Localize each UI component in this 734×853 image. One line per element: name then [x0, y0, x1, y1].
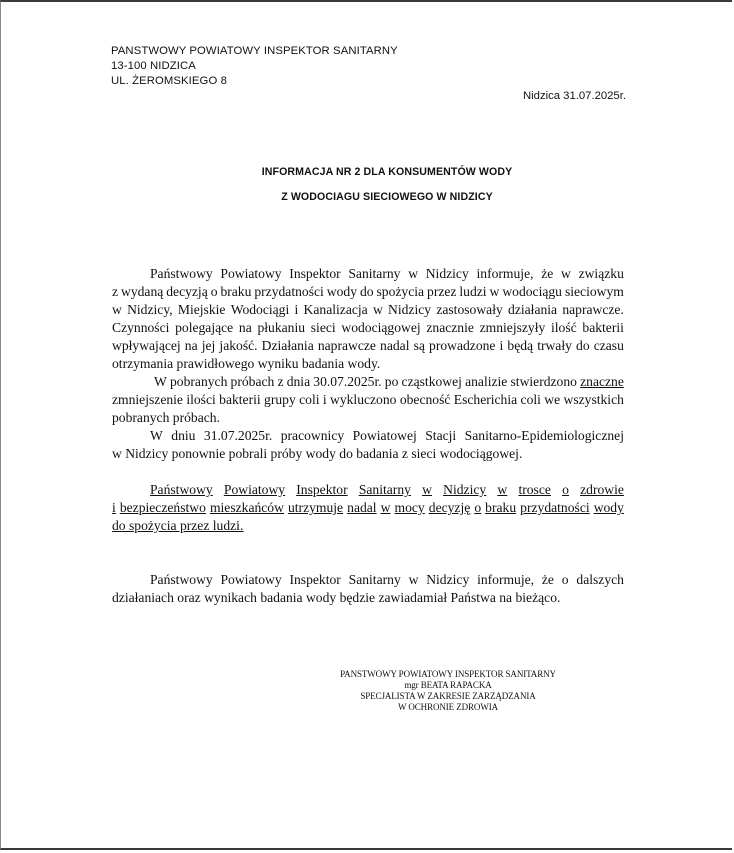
word: Inspektor [296, 482, 348, 497]
word: analizie [465, 374, 508, 389]
word: jej [201, 338, 216, 353]
word: w [561, 266, 571, 281]
word: Miejskie [177, 302, 226, 317]
word: o [562, 482, 569, 497]
word: braku [485, 500, 517, 515]
word: decyzję [428, 500, 471, 515]
word: z [277, 374, 284, 389]
word: trosce [518, 482, 551, 497]
word: Państwowy [150, 482, 213, 497]
word: Inspektor [289, 266, 341, 281]
signature-name: mgr BEATA RAPACKA [404, 680, 492, 690]
document-subtitle: Z WODOCIAGU SIECIOWEGO W NIDZICY [281, 191, 493, 203]
word: i [112, 500, 116, 515]
word: wszystkich [563, 392, 624, 407]
word: wody [593, 500, 624, 515]
word: informuje, [477, 572, 535, 587]
paragraph-3 [112, 427, 624, 463]
word: naprawcze. [562, 302, 624, 317]
word: mieszkańców [209, 500, 284, 515]
word: w [112, 302, 122, 317]
word: będą [507, 338, 534, 353]
word: Powiatowy [223, 482, 286, 497]
word: zmniejszyły [479, 320, 546, 335]
word: wydaną [121, 284, 164, 299]
word: sieci [310, 320, 336, 335]
text-line [112, 337, 624, 355]
word: grupy [264, 392, 296, 407]
word: wykluczono [330, 392, 397, 407]
text-line [112, 355, 624, 373]
text-line [112, 571, 624, 589]
word: dniu [171, 428, 196, 443]
word: znacznie [426, 320, 474, 335]
document-title: INFORMACJA NR 2 DLA KONSUMENTÓW WODY [261, 166, 513, 178]
text-line [112, 301, 624, 319]
word: 31.07.2025r. [203, 428, 273, 443]
word: obecność [399, 392, 451, 407]
word: zdrowie [580, 482, 624, 497]
text-line [112, 409, 624, 427]
word: trwały [537, 338, 572, 353]
sender-postal: 13-100 NIDZICA [111, 60, 196, 72]
word: wody [326, 284, 357, 299]
word: przydatności [254, 284, 324, 299]
word: z [112, 284, 119, 299]
text-line [112, 391, 624, 409]
word: w [372, 302, 383, 317]
word: że [541, 572, 554, 587]
word: czasu [593, 338, 624, 353]
word: w [489, 284, 500, 299]
word: przez [427, 284, 457, 299]
text-line [112, 499, 624, 517]
word: dalszych [576, 572, 624, 587]
word: działania [508, 302, 558, 317]
word: przydatności [520, 500, 590, 515]
word: do [359, 284, 374, 299]
word: i [322, 392, 327, 407]
word: we [544, 392, 561, 407]
word: utrzymuje [287, 500, 344, 515]
text-line [112, 319, 624, 337]
text-line [112, 283, 624, 301]
word: prowadzone [429, 338, 496, 353]
word: Nidzicy [443, 482, 487, 497]
word: o [561, 572, 569, 587]
word: o [474, 500, 482, 515]
word: pobranych próbach. [112, 410, 220, 425]
word: w [422, 482, 432, 497]
word: jakość. [219, 338, 258, 353]
word: Nidzicy, [127, 302, 173, 317]
word: naprawcze [317, 338, 376, 353]
signature-title: PANSTWOWY POWIATOWY INSPEKTOR SANITARNY [340, 669, 556, 679]
word: Państwowy [150, 572, 213, 587]
word: Wodociągi [230, 302, 290, 317]
word: po [384, 374, 399, 389]
word: w [408, 572, 419, 587]
word: mocy [394, 500, 425, 515]
word: w Nidzicy ponownie pobrali próby wody do badania z sieci wodociągowej. [112, 446, 523, 461]
word: Działania [261, 338, 314, 353]
word: pobranych [170, 374, 228, 389]
word: pracownicy [280, 428, 345, 443]
word: otrzymania prawidłowego wyniku badania wody. [112, 356, 381, 371]
word: i [294, 302, 299, 317]
word: Nidzicy [425, 266, 469, 281]
word: braku [220, 284, 252, 299]
word: ilości [186, 392, 216, 407]
word: Państwowy [150, 266, 213, 281]
word: W [150, 428, 163, 443]
word: 30.07.2025r. [313, 374, 382, 389]
word: działaniach oraz wynikach badania wody będzie zawiadamiał Państwa na bieżąco. [112, 590, 561, 605]
word: Sanitarny [348, 266, 401, 281]
word: do [576, 338, 590, 353]
word: polegające [175, 320, 234, 335]
paragraph-1 [112, 265, 624, 373]
paragraph-2 [112, 373, 624, 427]
sender-address [111, 44, 398, 89]
signature-role: SPECJALISTA W ZAKRESIE ZARZĄDZANIA [360, 691, 536, 701]
word: Sanitarno-Epidemiologicznej [464, 428, 624, 443]
word: wodociągowej [341, 320, 421, 335]
text-line [112, 445, 624, 463]
word: Czynności [112, 320, 170, 335]
word: wpływającej [112, 338, 181, 353]
text-line [112, 427, 624, 445]
word: związku [578, 266, 624, 281]
word: Nidzicy [388, 302, 432, 317]
word: spożycia [376, 284, 425, 299]
word: Nidzicy [426, 572, 470, 587]
word: są [413, 338, 425, 353]
word: bakterii [219, 392, 261, 407]
word: cząstkowej [401, 374, 462, 389]
word: Powiatowej [352, 428, 417, 443]
text-line [112, 373, 624, 391]
word: Sanitarny [348, 572, 401, 587]
word: W [154, 374, 167, 389]
word: sieciowym [564, 284, 624, 299]
signature-block [337, 669, 559, 713]
word: Powiatowy [220, 266, 282, 281]
word: i [499, 338, 504, 353]
word: zastosowały [436, 302, 503, 317]
word: zmniejszenie [112, 392, 183, 407]
word: że [541, 266, 554, 281]
paragraph-4 [112, 481, 624, 535]
word: Inspektor [289, 572, 341, 587]
word: na [184, 338, 198, 353]
word: coli [520, 392, 541, 407]
word: decyzją [166, 284, 208, 299]
word: stwierdzono [510, 374, 577, 389]
word: Stacji [425, 428, 457, 443]
word: na [238, 320, 252, 335]
word: Kanalizacja [303, 302, 368, 317]
word: Powiatowy [220, 572, 282, 587]
text-line [112, 589, 624, 607]
word: wodociągu [502, 284, 562, 299]
word: do spożycia przez ludzi. [112, 518, 244, 533]
word: w [408, 266, 419, 281]
sender-street: UL. ŻEROMSKIEGO 8 [111, 75, 227, 87]
word: w [380, 500, 391, 515]
signature-role-cont: W OCHRONIE ZDROWIA [397, 702, 499, 712]
word: coli [299, 392, 320, 407]
underlined-word: znaczne [580, 374, 624, 389]
text-line [112, 517, 624, 535]
word: Escherichia [453, 392, 518, 407]
word: płukaniu [257, 320, 306, 335]
text-line [112, 481, 624, 499]
paragraph-5 [112, 571, 624, 607]
document-date: Nidzica 31.07.2025r. [523, 90, 626, 102]
word: dnia [286, 374, 311, 389]
word: Sanitarny [358, 482, 411, 497]
text-line [112, 265, 624, 283]
word: nadal [380, 338, 410, 353]
word: ludzi [459, 284, 487, 299]
sender-name: PANSTWOWY POWIATOWY INSPEKTOR SANITARNY [111, 45, 398, 57]
word: w [497, 482, 508, 497]
word: nadal [347, 500, 377, 515]
word: próbach [230, 374, 275, 389]
word: bakterii [582, 320, 624, 335]
word: o [210, 284, 218, 299]
word: bezpieczeństwo [119, 500, 206, 515]
word: ilość [551, 320, 577, 335]
word: informuje, [476, 266, 534, 281]
